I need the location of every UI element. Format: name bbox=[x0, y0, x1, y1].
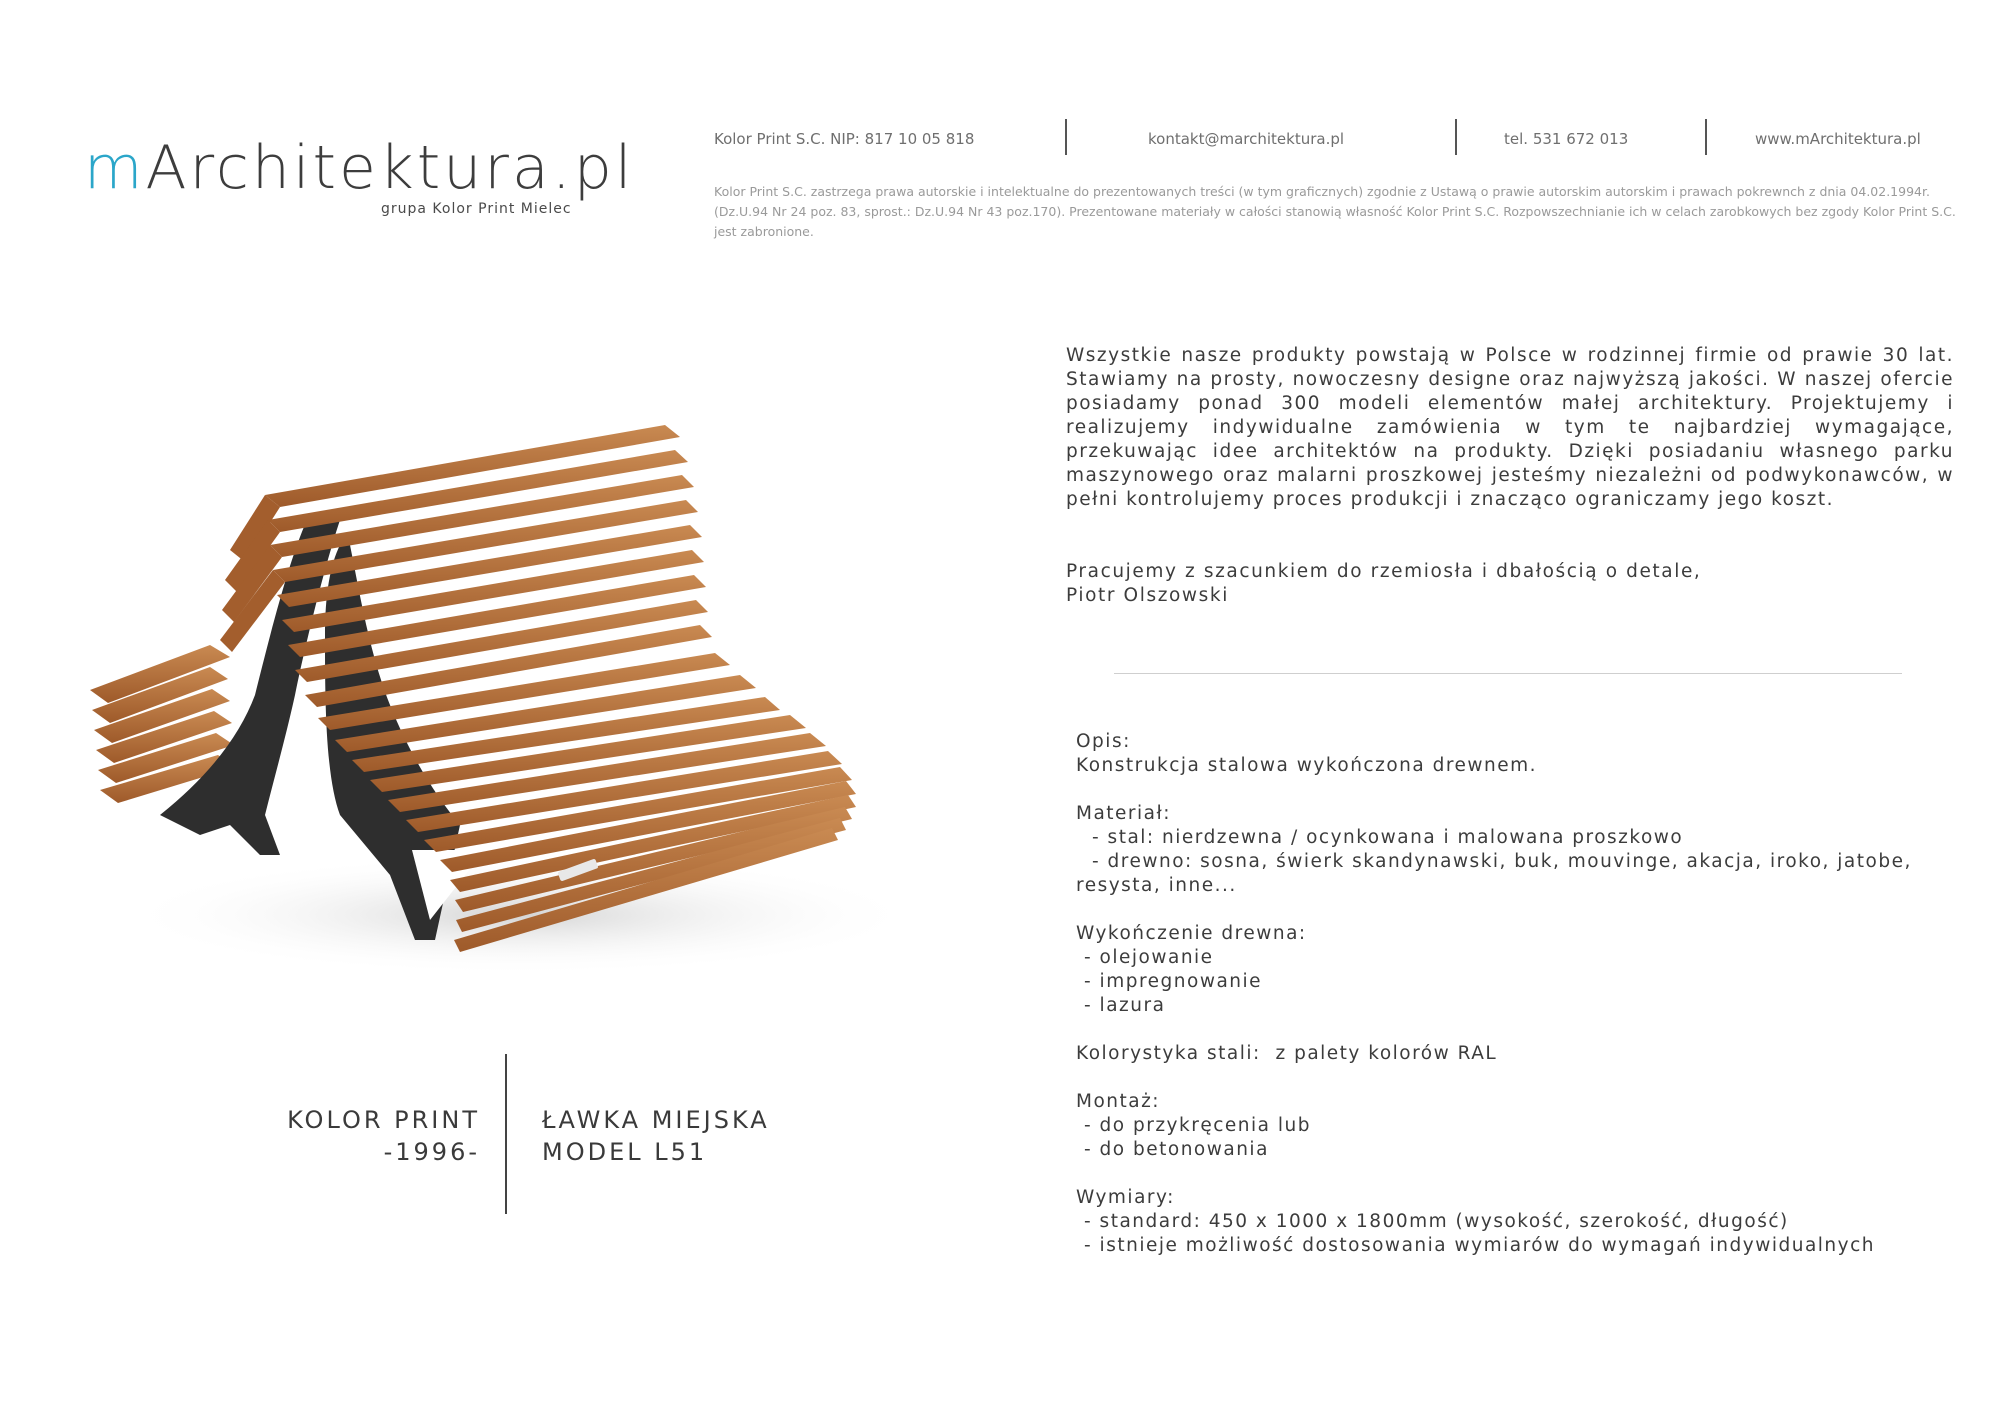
spec-label: Opis: bbox=[1076, 731, 1131, 752]
spec-item: - do betonowania bbox=[1084, 1139, 1269, 1160]
section-divider bbox=[1114, 673, 1902, 674]
spec-item: - istnieje możliwość dostosowania wymiarów do wymagań indywidualnych bbox=[1084, 1235, 1875, 1256]
spec-item: - drewno: sosna, świerk skandynawski, buk, mouvinge, akacja, iroko, jatobe, bbox=[1092, 851, 1912, 872]
spec-item: - impregnowanie bbox=[1084, 971, 1263, 992]
phone-number[interactable]: tel. 531 672 013 bbox=[1504, 130, 1629, 148]
spec-label: Montaż: bbox=[1076, 1091, 1161, 1112]
header-divider bbox=[1455, 119, 1457, 155]
intro-signature-block bbox=[1066, 560, 1701, 608]
spec-description bbox=[1076, 730, 1956, 778]
logo-m: m bbox=[84, 133, 146, 203]
spec-label: Wymiary: bbox=[1076, 1187, 1175, 1208]
product-specs bbox=[1076, 730, 1956, 1282]
spec-item: - lazura bbox=[1084, 995, 1166, 1016]
intro-paragraph: Wszystkie nasze produkty powstają w Polsce w rodzinnej firmie od prawie 30 lat. Stawiamy na prosty, nowoczesny designe oraz najwyższą jakości. W naszej ofercie posiadamy ponad 300 modeli elementów małej architektury. Projektujemy i realizujemy indywidualne zamówienia w tym te najbardziej wymagające, przekuwając idee architektów na produkty. Dzięki posiadaniu własnego parku maszynowego oraz malarni proszkowej jesteśmy niezależni od podwykonawców, w pełni kontrolujemy proces produkcji i znacząco ograniczamy jego koszt. bbox=[1066, 345, 1954, 510]
caption-divider bbox=[505, 1054, 507, 1214]
spec-dimensions bbox=[1076, 1186, 1956, 1258]
header-divider bbox=[1065, 119, 1067, 155]
header-divider bbox=[1705, 119, 1707, 155]
caption-model: MODEL L51 bbox=[542, 1138, 708, 1166]
signature-name: Piotr Olszowski bbox=[1066, 585, 1229, 606]
logo-name: Architektura.pl bbox=[145, 133, 635, 203]
logo-tagline: grupa Kolor Print Mielec bbox=[381, 201, 572, 217]
brand-logo bbox=[84, 133, 644, 218]
website-link[interactable]: www.mArchitektura.pl bbox=[1755, 130, 1921, 148]
company-info: Kolor Print S.C. NIP: 817 10 05 818 bbox=[714, 130, 975, 148]
spec-finish bbox=[1076, 922, 1956, 1018]
spec-steel-color bbox=[1076, 1042, 1956, 1066]
logo-wordmark bbox=[84, 133, 644, 203]
spec-mounting bbox=[1076, 1090, 1956, 1162]
spec-label: Wykończenie drewna: bbox=[1076, 923, 1307, 944]
spec-item: - stal: nierdzewna / ocynkowana i malowana proszkowo bbox=[1092, 827, 1684, 848]
caption-company bbox=[287, 1104, 480, 1168]
bench-illustration bbox=[90, 395, 930, 1000]
spec-material bbox=[1076, 802, 1956, 898]
spec-value: Konstrukcja stalowa wykończona drewnem. bbox=[1076, 755, 1538, 776]
spec-item: - standard: 450 x 1000 x 1800mm (wysokość, szerokość, długość) bbox=[1084, 1211, 1789, 1232]
email-link[interactable]: kontakt@marchitektura.pl bbox=[1148, 130, 1345, 148]
caption-company-name: KOLOR PRINT bbox=[287, 1106, 480, 1134]
spec-value: Kolorystyka stali: z palety kolorów RAL bbox=[1076, 1043, 1498, 1064]
caption-year: -1996- bbox=[383, 1138, 480, 1166]
copyright-notice: Kolor Print S.C. zastrzega prawa autorskie i intelektualne do prezentowanych treści (w tym graficznych) zgodnie z Ustawą o prawie autorskim autorskim i prawach pokrewnch z dnia 04.02.1994r. (Dz.U.94 Nr 24 poz. 83, sprost.: Dz.U.94 Nr 43 poz.170). Prezentowane materiały w całości stanowią własność Kolor Print S.C. Rozpowszechnianie ich w celach zarobkowych bez zgody Kolor Print S.C. jest zabronione. bbox=[714, 184, 1956, 239]
closing-line: Pracujemy z szacunkiem do rzemiosła i dbałością o detale, bbox=[1066, 561, 1702, 582]
caption-product bbox=[542, 1104, 770, 1168]
caption-product-name: ŁAWKA MIEJSKA bbox=[542, 1106, 770, 1134]
spec-item: - do przykręcenia lub bbox=[1084, 1115, 1311, 1136]
spec-item: resysta, inne... bbox=[1076, 875, 1237, 896]
spec-label: Materiał: bbox=[1076, 803, 1172, 824]
spec-item: - olejowanie bbox=[1084, 947, 1214, 968]
